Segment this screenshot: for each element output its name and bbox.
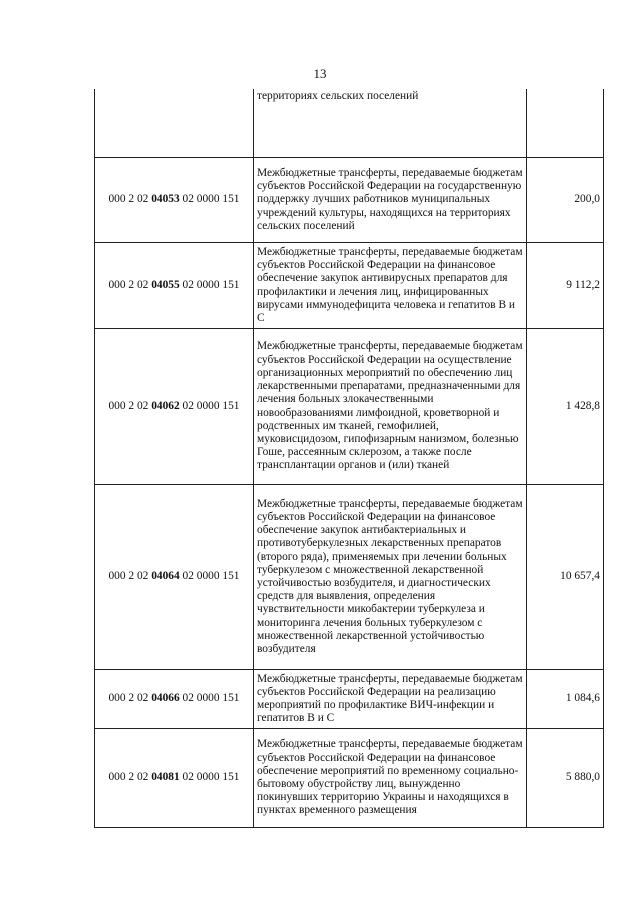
code-prefix: 000 2 02 (108, 399, 152, 412)
amount-cell: 5 880,0 (527, 728, 604, 827)
code-prefix: 000 2 02 (108, 278, 152, 291)
table-row (95, 328, 604, 484)
code-suffix: 02 0000 151 (179, 399, 240, 412)
budget-code-cell (95, 728, 254, 827)
budget-code-cell (95, 669, 254, 728)
code-prefix: 000 2 02 (108, 193, 152, 206)
description-cell: Межбюджетные трансферты, передаваемые бюджетам субъектов Российской Федерации на финансовое обеспечение мероприятий по временному социально-бытовому обустройству лиц, вынужденно покинувших территорию Украины и находящихся в пунктах временного размещения (254, 728, 527, 827)
description-cell: Межбюджетные трансферты, передаваемые бюджетам субъектов Российской Федерации на осуществление организационных мероприятий по обеспечению лиц лекарственными препаратами, предназначенными для лечения больных злокачественными новообразованиями лимфоидной, кроветворной и родственных им тканей, гемофилией, муковисцидозом, гипофизарным нанизмом, болезнью Гоше, рассеянным склерозом, а также после трансплантации органов и (или) тканей (254, 328, 527, 484)
amount-cell: 1 428,8 (527, 328, 604, 484)
description-cell: Межбюджетные трансферты, передаваемые бюджетам субъектов Российской Федерации на реализацию мероприятий по профилактике ВИЧ-инфекции и гепатитов В и С (254, 669, 527, 728)
amount-cell: 9 112,2 (527, 242, 604, 328)
budget-code-cell (95, 157, 254, 242)
description-cell: Межбюджетные трансферты, передаваемые бюджетам субъектов Российской Федерации на финансовое обеспечение закупок антибактериальных и противотуберкулезных лекарственных препаратов (второго ряда), применяемых при лечении больных туберкулезом с множественной лекарственной устойчивостью возбудителя, и диагностических средств для выявления, определения чувствительности микобактерии туберкулеза и мониторинга лечения больных туберкулезом с множественной лекарственной устойчивостью возбудителя (254, 484, 527, 669)
description-cell: Межбюджетные трансферты, передаваемые бюджетам субъектов Российской Федерации на финансовое обеспечение закупок антивирусных препаратов для профилактики и лечения лиц, инфицированных вирусами иммунодефицита человека и гепатитов В и С (254, 242, 527, 328)
code-bold-part: 04081 (151, 771, 180, 784)
code-prefix: 000 2 02 (108, 771, 152, 784)
table-row (95, 157, 604, 242)
code-bold-part: 04055 (151, 278, 180, 291)
table-row-continuation (95, 89, 604, 157)
code-suffix: 02 0000 151 (179, 570, 240, 583)
code-suffix: 02 0000 151 (179, 771, 240, 784)
amount-cell: 200,0 (527, 157, 604, 242)
code-bold-part: 04053 (151, 193, 180, 206)
code-suffix: 02 0000 151 (179, 692, 240, 705)
budget-code-cell (95, 328, 254, 484)
budget-code-cell (95, 484, 254, 669)
table-row (95, 484, 604, 669)
code-prefix: 000 2 02 (108, 570, 152, 583)
code-prefix: 000 2 02 (108, 692, 152, 705)
table-row (95, 728, 604, 827)
budget-code-cell (95, 242, 254, 328)
code-suffix: 02 0000 151 (179, 278, 240, 291)
description-cell: Межбюджетные трансферты, передаваемые бюджетам субъектов Российской Федерации на государственную поддержку лучших работников муниципальных учреждений культуры, находящихся на территориях сельских поселений (254, 157, 527, 242)
code-suffix: 02 0000 151 (179, 193, 240, 206)
code-bold-part: 04062 (151, 399, 180, 412)
description-cell: территориях сельских поселений (254, 89, 527, 157)
code-bold-part: 04064 (151, 570, 180, 583)
amount-cell: 10 657,4 (527, 484, 604, 669)
budget-code-cell (95, 89, 254, 157)
amount-cell: 1 084,6 (527, 669, 604, 728)
amount-cell (527, 89, 604, 157)
table-row (95, 669, 604, 728)
page-number: 13 (313, 66, 327, 81)
code-bold-part: 04066 (151, 692, 180, 705)
budget-transfers-table (94, 89, 604, 828)
table-row (95, 242, 604, 328)
